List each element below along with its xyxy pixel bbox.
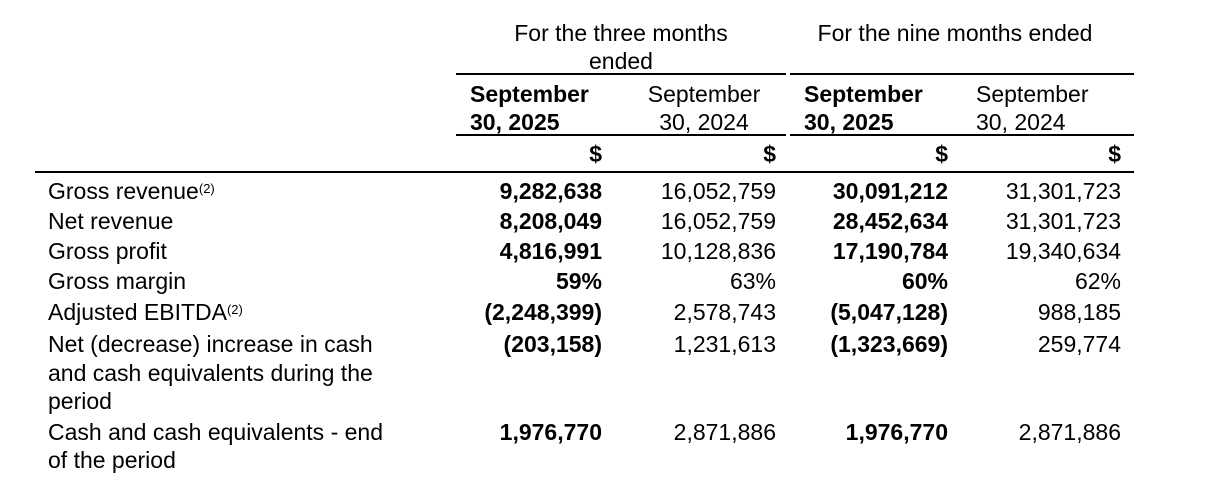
col2-header-line1: September: [647, 81, 761, 107]
cell-adjusted-ebitda-q3-2025: (2,248,399): [484, 299, 602, 325]
cell-net-revenue-9m-2025: 28,452,634: [832, 208, 948, 234]
cell-gross-profit-9m-2024: 19,340,634: [1005, 238, 1121, 264]
cell-adjusted-ebitda-9m-2025: (5,047,128): [830, 299, 948, 325]
cell-net-revenue-9m-2024: 31,301,723: [1005, 208, 1121, 234]
cell-net-change-cash-9m-2025: (1,323,669): [830, 331, 948, 357]
row-label-gross-revenue: Gross revenue$^{(2)}$: [48, 178, 215, 204]
cell-gross-margin-9m-2025: 60%: [901, 268, 948, 294]
cell-adjusted-ebitda-q3-2024: 2,578,743: [673, 299, 776, 325]
col2-header-line2: 30, 2024: [659, 109, 749, 135]
cell-gross-profit-9m-2025: 17,190,784: [832, 238, 948, 264]
footnote-marker: (2): [198, 181, 215, 196]
row-label-net-revenue: Net revenue: [48, 208, 174, 234]
col1-header-line2: 30, 2025: [470, 109, 560, 135]
col4-header-line2: 30, 2024: [976, 109, 1066, 135]
row-label-net-change-cash-line1: Net (decrease) increase in cash: [48, 331, 373, 357]
body-top-rule: [35, 171, 1134, 173]
col4-currency: $: [1108, 141, 1121, 167]
cell-gross-profit-q3-2025: 4,816,991: [499, 238, 602, 264]
cell-gross-revenue-9m-2025: 30,091,212: [832, 178, 948, 204]
col1-header-line1: September: [470, 81, 589, 107]
header-rule-three-months: [456, 73, 786, 75]
cell-gross-margin-q3-2025: 59%: [555, 268, 602, 294]
row-label-adjusted-ebitda: Adjusted EBITDA$^{(2)}$: [48, 299, 243, 325]
col3-header-line1: September: [804, 81, 923, 107]
col4-header-line1: September: [976, 81, 1089, 107]
row-label-cash-end-line2: of the period: [48, 447, 176, 473]
col1-currency: $: [589, 141, 602, 167]
col3-header-line2: 30, 2025: [804, 109, 894, 135]
footnote-marker: (2): [226, 302, 243, 317]
row-label-cash-end-line1: Cash and cash equivalents - end: [48, 419, 383, 445]
row-label-net-change-cash-line2: and cash equivalents during the: [48, 360, 373, 386]
col3-currency: $: [935, 141, 948, 167]
header-rule-nine-months: [790, 73, 1134, 75]
cell-net-change-cash-q3-2024: 1,231,613: [673, 331, 776, 357]
cell-net-change-cash-9m-2024: 259,774: [1037, 331, 1121, 357]
header-three-months-line2: ended: [589, 48, 653, 74]
cell-gross-revenue-q3-2025: 9,282,638: [499, 178, 602, 204]
cell-cash-end-9m-2024: 2,871,886: [1018, 419, 1121, 445]
column-rule-three-months: [456, 134, 786, 136]
cell-net-revenue-q3-2024: 16,052,759: [660, 208, 776, 234]
cell-gross-margin-9m-2024: 62%: [1074, 268, 1121, 294]
cell-gross-revenue-q3-2024: 16,052,759: [660, 178, 776, 204]
row-label-gross-profit: Gross profit: [48, 238, 167, 264]
cell-gross-profit-q3-2024: 10,128,836: [660, 238, 776, 264]
cell-net-revenue-q3-2025: 8,208,049: [499, 208, 602, 234]
row-label-gross-margin: Gross margin: [48, 268, 187, 294]
cell-cash-end-9m-2025: 1,976,770: [845, 419, 948, 445]
header-three-months-line1: For the three months: [514, 20, 728, 46]
cell-adjusted-ebitda-9m-2024: 988,185: [1037, 299, 1121, 325]
col2-currency: $: [763, 141, 776, 167]
column-rule-nine-months: [790, 134, 1134, 136]
cell-gross-revenue-9m-2024: 31,301,723: [1005, 178, 1121, 204]
cell-net-change-cash-q3-2025: (203,158): [503, 331, 602, 357]
cell-cash-end-q3-2025: 1,976,770: [499, 419, 602, 445]
header-nine-months: For the nine months ended: [817, 20, 1093, 46]
cell-cash-end-q3-2024: 2,871,886: [673, 419, 776, 445]
row-label-net-change-cash-line3: period: [48, 388, 112, 414]
cell-gross-margin-q3-2024: 63%: [729, 268, 776, 294]
